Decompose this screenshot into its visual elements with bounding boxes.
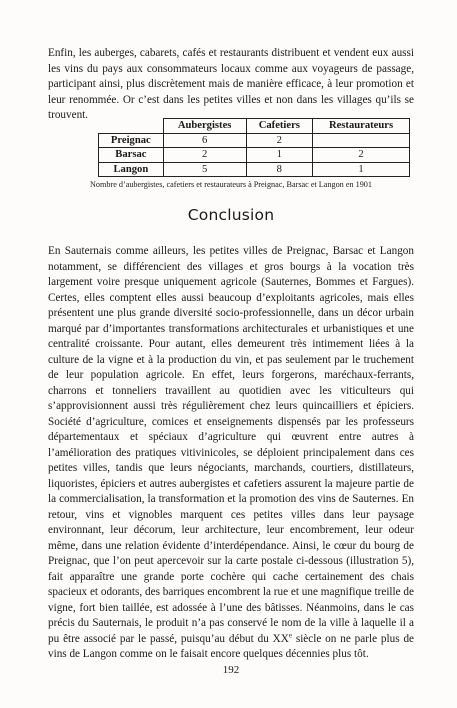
table-cell (313, 133, 410, 148)
column-header-restaurateurs: Restaurateurs (313, 119, 410, 134)
establishments-table (98, 118, 410, 177)
conclusion-text: En Sauternais comme ailleurs, les petites villes de Preignac, Barsac et Langon notamment, se différencient des villages et gros bourgs à la vocation très largement voire presque uniquement agricole (Sauternes, Bommes et Fargues). Certes, elles comptent elles aussi beaucoup d’exploitants agricoles, mais elles présentent une plus grande diversité socio-professionnelle, dans un décor urbain marqué par d’importantes transformations architecturales et urbanistiques et une centralité croissante. Pour autant, elles demeurent très intimement liées à la culture de la vigne et à la production du vin, et pas seulement par le truchement de leur population agricole. En effet, leurs forgerons, maréchaux-ferrants, charrons et tonneliers travaillent au quotidien avec les viticulteurs qui s’approvisionnent aussi très régulièrement chez leurs quincailliers et épiciers. Société d’agriculture, comices et enseignements dispensés par les professeurs départementaux et spéciaux d’agriculture qui œuvrent entre autres à l’amélioration des pratiques vitivinicoles, se déploient principalement dans ces petites villes, tandis que leurs négociants, marchands, courtiers, distillateurs, liquoristes, épiciers et autres aubergistes et cafetiers assurent la majeure partie de la commercialisation, la transformation et la promotion des vins de Sauternes. En retour, vins et vignobles marquent ces petites villes dans leur paysage environnant, leur décorum, leur architecture, leur encombrement, leur odeur même, dans une relation évidente d’interdépendance. Ainsi, le cœur du bourg de Preignac, que l’on peut apercevoir sur la carte postale ci-dessous (illustration 5), fait apparaître une grande porte cochère qui cache certainement des chais spacieux et odorants, des barriques encombrent la rue et une magnifique treille de vigne, fort bien taillée, est adossée à l’une des bâtisses. Néanmoins, dans le cas précis du Sauternais, le produit n’a pas conservé le nom de la ville à laquelle il a pu être associé par le passé, puisqu’au début du XX (48, 245, 414, 645)
table-caption: Nombre d’aubergistes, cafetiers et restaurateurs à Preignac, Barsac et Langon en 1901 (90, 180, 372, 189)
section-title: Conclusion (187, 206, 275, 224)
table-row (99, 162, 410, 177)
table-row (99, 148, 410, 163)
page-number: 192 (222, 664, 240, 676)
table-cell: 2 (313, 148, 410, 163)
table-cell: 1 (313, 162, 410, 177)
table-corner-cell (99, 119, 164, 134)
table-cell: 6 (163, 133, 246, 148)
conclusion-paragraph (48, 244, 414, 663)
table-cell: 2 (246, 133, 312, 148)
row-header-town: Barsac (99, 148, 164, 163)
conclusion-text-end: siècle on ne parle plus de vins de Langon comme on le faisait encore quelques décennies plus tôt. (48, 632, 414, 660)
intro-paragraph: Enfin, les auberges, cabarets, cafés et restaurants distribuent et vendent eux aussi les vins du pays aux consommateurs locaux comme aux voyageurs de passage, participant ainsi, plus discrètement mais de manière efficace, à leur promotion et leur renommée. Or c’est dans les petites villes et non dans les villages qu’ils se trouvent. (48, 47, 414, 122)
column-header-cafetiers: Cafetiers (246, 119, 312, 134)
row-header-town: Preignac (99, 133, 164, 148)
table-cell: 5 (163, 162, 246, 177)
table-cell: 8 (246, 162, 312, 177)
column-header-aubergistes: Aubergistes (163, 119, 246, 134)
row-header-town: Langon (99, 162, 164, 177)
table-cell: 2 (163, 148, 246, 163)
century-superscript: e (288, 630, 292, 639)
table-header-row (99, 119, 410, 134)
table-row (99, 133, 410, 148)
table-cell: 1 (246, 148, 312, 163)
